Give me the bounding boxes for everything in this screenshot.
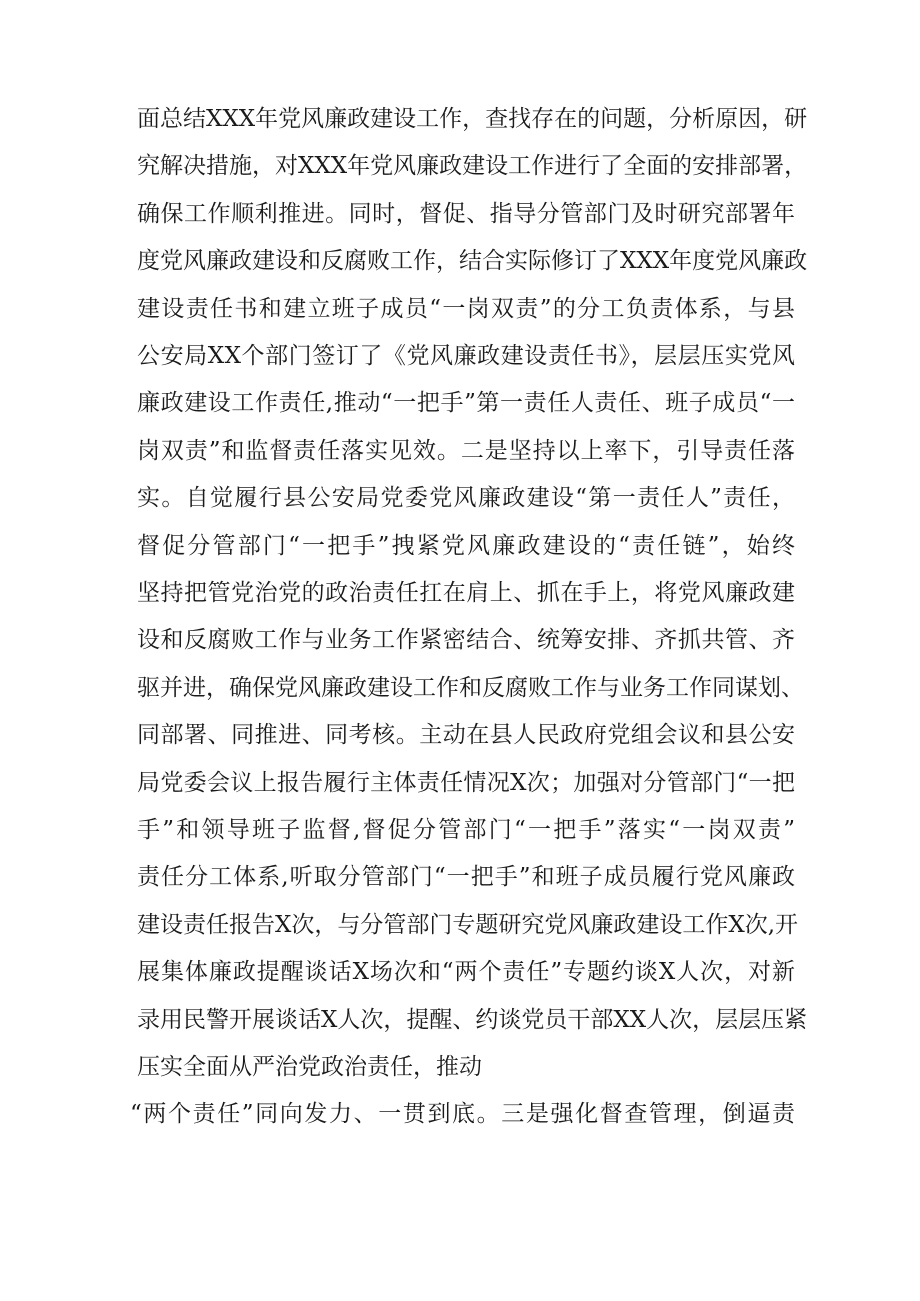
text-line [0,573,920,613]
line-text: 责任分工体系,听取分管部门“一把手”和班子成员履行党风廉政 [137,864,797,891]
text-line [0,1047,920,1087]
line-text: 度党风廉政建设和反腐败工作，结合实际修订了XXX年度党风廉政 [137,248,808,275]
text-line [0,810,920,850]
text-line [0,289,920,329]
text-line [0,857,920,897]
line-text: 公安局XX个部门签订了《党风廉政建设责任书》，层层压实党风 [137,343,796,369]
text-line [0,194,920,234]
text-line [0,905,920,945]
text-line [0,478,920,518]
line-text: 建设责任报告X次，与分管部门专题研究党风廉政建设工作X次,开 [137,911,799,938]
line-text: 设和反腐败工作与业务工作紧密结合、统筹安排、齐抓共管、齐 [137,627,796,654]
text-line [0,715,920,755]
line-text: 局党委会议上报告履行主体责任情况X次；加强对分管部门“一把 [137,769,796,796]
text-line [0,99,920,139]
line-text: 展集体廉政提醒谈话X场次和“两个责任”专题约谈X人次，对新 [137,959,796,986]
line-text: 手”和领导班子监督,督促分管部门“一把手”落实“一岗双责” [137,817,798,843]
line-text: 岗双责”和监督责任落实见效。二是坚持以上率下，引导责任落 [137,437,796,464]
text-line [0,526,920,566]
text-line [0,620,920,660]
line-text: 督促分管部门“一把手”拽紧党风廉政建设的“责任链”，始终 [137,532,798,559]
text-line [0,431,920,471]
line-text: 确保工作顺利推进。同时，督促、指导分管部门及时研究部署年 [137,200,796,227]
line-text: 录用民警开展谈话X人次，提醒、约谈党员干部XX人次，层层压紧 [137,1006,808,1033]
line-text: 驱并进，确保党风廉政建设工作和反腐败工作与业务工作同谋划、 [137,674,804,701]
text-line [0,1000,920,1040]
line-text: 坚持把管党治党的政治责任扛在肩上、抓在手上，将党风廉政建 [137,580,796,606]
text-line [0,241,920,281]
line-text: 建设责任书和建立班子成员“一岗双责”的分工负责体系，与县 [137,295,797,322]
line-text: 压实全面从严治党政治责任，推动 [137,1054,482,1080]
line-text: 究解决措施，对XXX年党风廉政建设工作进行了全面的安排部署， [137,153,808,180]
line-text: “两个责任”同向发力、一贯到底。三是强化督查管理，倒逼责 [130,1101,797,1128]
text-line [0,763,920,803]
text-line [0,1094,920,1134]
text-line [0,668,920,708]
text-line [0,336,920,376]
text-line [0,952,920,992]
text-line [0,383,920,423]
line-text: 同部署、同推进、同考核。主动在县人民政府党组会议和县公安 [137,722,796,749]
text-line [0,146,920,186]
line-text: 面总结XXX年党风廉政建设工作，查找存在的问题，分析原因，研 [137,106,808,132]
line-text: 廉政建设工作责任,推动“一把手”第一责任人责任、班子成员“一 [137,390,796,417]
line-text: 实。自觉履行县公安局党委党风廉政建设“第一责任人”责任， [137,485,797,512]
